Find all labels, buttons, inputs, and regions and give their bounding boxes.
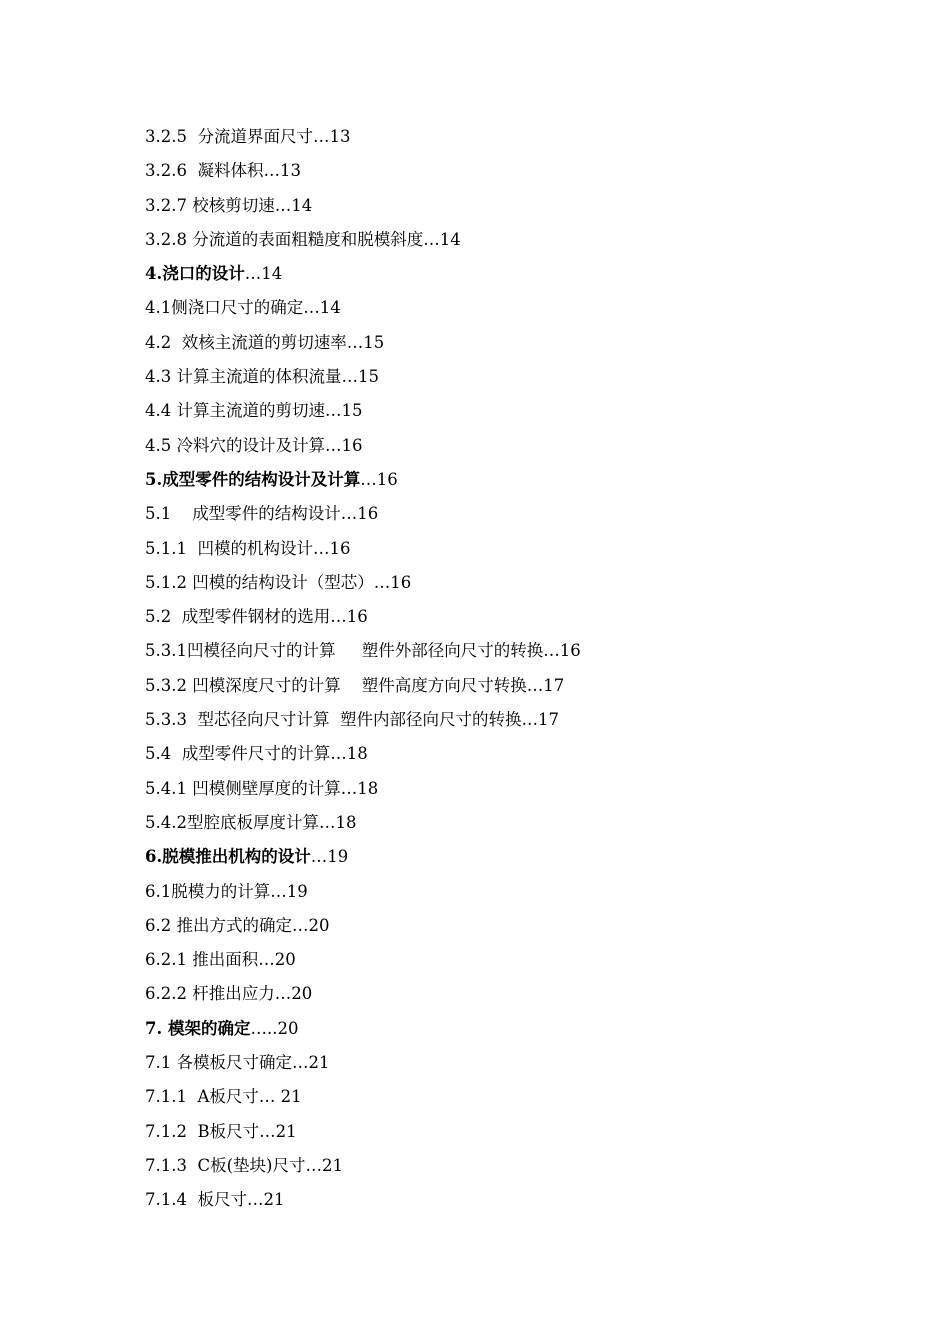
toc-entry-title: 3.2.7 校核剪切速 [145, 195, 275, 215]
toc-entry-title: 7. 模架的确定 [145, 1018, 251, 1038]
toc-leader-dots: … [263, 161, 280, 181]
toc-page-number: 21 [275, 1087, 302, 1107]
toc-entry[interactable] [145, 193, 825, 227]
toc-page-number: 14 [319, 298, 341, 318]
toc-page-number: 16 [376, 469, 398, 489]
toc-leader-dots: … [259, 1121, 276, 1141]
toc-page-number: 14 [291, 195, 313, 215]
toc-entry-title: 4.4 计算主流道的剪切速 [145, 401, 325, 421]
toc-entry-title: 3.2.5 分流道界面尺寸 [145, 127, 313, 146]
toc-entry[interactable] [145, 741, 825, 775]
toc-entry[interactable] [145, 1119, 825, 1153]
toc-page-number: 18 [357, 778, 379, 798]
toc-entry[interactable] [145, 536, 825, 570]
toc-leader-dots: … [274, 195, 292, 215]
toc-page-number: 21 [308, 1053, 330, 1073]
toc-page-number: 21 [263, 1190, 285, 1210]
toc-entry[interactable] [145, 981, 825, 1015]
toc-entry-title: 6.2.2 杆推出应力 [145, 984, 275, 1004]
toc-leader-dots: … [312, 127, 330, 146]
toc-leader-dots: … [274, 984, 292, 1004]
toc-entry-title: 4.5 冷料穴的设计及计算 [145, 435, 325, 455]
toc-leader-dots: … [341, 367, 358, 387]
toc-page-number: 16 [390, 572, 412, 592]
toc-leader-dots: … [292, 915, 309, 935]
toc-leader-dots: … [292, 1053, 309, 1073]
toc-entry[interactable] [145, 1050, 825, 1084]
toc-leader-dots: … [360, 469, 377, 489]
toc-page-number: 14 [439, 229, 461, 249]
toc-entry-title: 6.1脱模力的计算 [145, 881, 271, 901]
toc-page-number: 13 [279, 161, 301, 181]
table-of-contents [145, 124, 825, 1222]
toc-entry-title: 7.1.3 C板(垫块)尺寸 [145, 1155, 306, 1175]
toc-entry[interactable] [145, 1084, 825, 1118]
toc-entry[interactable] [145, 879, 825, 913]
toc-page-number: 19 [286, 881, 308, 901]
toc-entry[interactable] [145, 1153, 825, 1187]
toc-entry[interactable] [145, 124, 825, 158]
toc-page-number: 19 [327, 847, 349, 867]
toc-leader-dots: … [543, 641, 560, 661]
toc-entry[interactable] [145, 570, 825, 604]
toc-entry[interactable] [145, 158, 825, 192]
toc-entry-title: 3.2.8 分流道的表面粗糙度和脱模斜度 [145, 229, 424, 249]
toc-leader-dots: … [312, 538, 330, 558]
toc-page-number: 17 [537, 710, 559, 730]
toc-leader-dots: … [258, 1087, 276, 1107]
toc-leader-dots: … [310, 847, 328, 867]
toc-entry[interactable] [145, 467, 825, 501]
toc-page-number: 16 [329, 538, 351, 558]
toc-leader-dots: … [330, 607, 347, 627]
toc-leader-dots: … [526, 675, 544, 695]
toc-page-number: 16 [559, 641, 581, 661]
toc-entry[interactable] [145, 227, 825, 261]
toc-entry-title: 4.1侧浇口尺寸的确定 [145, 298, 304, 318]
toc-entry-title: 5.4.2型腔底板厚度计算 [145, 812, 319, 832]
toc-entry-title: 5.成型零件的结构设计及计算 [145, 469, 361, 489]
toc-page-number: 16 [346, 607, 368, 627]
toc-leader-dots: … [330, 744, 347, 764]
toc-entry[interactable] [145, 844, 825, 878]
toc-entry[interactable] [145, 638, 825, 672]
toc-leader-dots: … [340, 778, 358, 798]
toc-entry-title: 5.3.1凹模径向尺寸的计算 塑件外部径向尺寸的转换 [145, 641, 544, 661]
toc-page-number: 16 [357, 504, 379, 524]
toc-entry-title: 7.1 各模板尺寸确定 [145, 1053, 292, 1073]
toc-leader-dots: … [305, 1155, 322, 1175]
toc-entry[interactable] [145, 501, 825, 535]
toc-leader-dots: … [246, 1190, 264, 1210]
toc-leader-dots: … [423, 229, 440, 249]
toc-page-number: 14 [261, 264, 283, 284]
toc-entry[interactable] [145, 330, 825, 364]
toc-leader-dots: … [270, 881, 287, 901]
toc-entry[interactable] [145, 810, 825, 844]
toc-entry-title: 4.3 计算主流道的体积流量 [145, 367, 342, 387]
toc-leader-dots: … [346, 332, 364, 352]
toc-entry-title: 4.2 效核主流道的剪切速率 [145, 332, 347, 352]
toc-page-number: 16 [341, 435, 363, 455]
toc-entry[interactable] [145, 364, 825, 398]
toc-leader-dots: … [244, 264, 262, 284]
toc-page-number: 20 [291, 984, 313, 1004]
toc-entry[interactable] [145, 776, 825, 810]
toc-entry[interactable] [145, 913, 825, 947]
toc-page-number: 21 [275, 1121, 297, 1141]
toc-leader-dots: … [250, 1018, 267, 1038]
toc-page-number: 17 [543, 675, 565, 695]
toc-entry[interactable] [145, 707, 825, 741]
toc-page-number: 18 [335, 812, 357, 832]
toc-entry-title: 5.3.3 型芯径向尺寸计算 塑件内部径向尺寸的转换 [145, 710, 522, 730]
toc-entry-title: 6.脱模推出机构的设计 [145, 847, 311, 867]
toc-leader-dots: … [318, 812, 336, 832]
toc-leader-dots: … [258, 950, 275, 970]
toc-page-number: 20 [308, 915, 330, 935]
toc-entry-title: 5.4 成型零件尺寸的计算 [145, 744, 331, 764]
toc-entry-title: 5.2 成型零件钢材的选用 [145, 607, 331, 627]
toc-leader-dots: … [325, 401, 342, 421]
toc-entry-title: 5.1.1 凹模的机构设计 [145, 538, 313, 558]
toc-entry-title: 6.2 推出方式的确定 [145, 915, 292, 935]
toc-entry[interactable] [145, 947, 825, 981]
toc-entry-title: 5.4.1 凹模侧壁厚度的计算 [145, 778, 341, 798]
toc-page-number: 20 [274, 950, 296, 970]
toc-entry-title: 4.浇口的设计 [145, 264, 245, 284]
toc-page-number: 13 [329, 127, 351, 146]
toc-page-number: 15 [341, 401, 363, 421]
toc-entry-title: 7.1.2 B板尺寸 [145, 1121, 260, 1141]
toc-entry-title: 5.3.2 凹模深度尺寸的计算 塑件高度方向尺寸转换 [145, 675, 527, 695]
toc-entry[interactable] [145, 1016, 825, 1050]
toc-leader-dots: … [521, 710, 538, 730]
toc-leader-dots: … [373, 572, 391, 592]
toc-entry[interactable] [145, 433, 825, 467]
toc-entry-title: 7.1.1 A板尺寸 [145, 1087, 259, 1107]
toc-entry[interactable] [145, 604, 825, 638]
toc-page-number: ..20 [266, 1018, 299, 1038]
toc-entry[interactable] [145, 398, 825, 432]
toc-entry-title: 5.1 成型零件的结构设计 [145, 504, 341, 524]
toc-entry[interactable] [145, 261, 825, 295]
toc-entry[interactable] [145, 673, 825, 707]
toc-entry-title: 5.1.2 凹模的结构设计（型芯） [145, 572, 374, 592]
toc-page-number: 18 [346, 744, 368, 764]
toc-entry-title: 7.1.4 板尺寸 [145, 1190, 247, 1210]
toc-entry[interactable] [145, 1187, 825, 1221]
toc-entry[interactable] [145, 295, 825, 329]
toc-page-number: 15 [363, 332, 385, 352]
toc-page-number: 21 [321, 1155, 343, 1175]
toc-page-number: 15 [358, 367, 379, 387]
toc-leader-dots: … [303, 298, 320, 318]
toc-leader-dots: … [325, 435, 342, 455]
toc-leader-dots: … [340, 504, 358, 524]
toc-entry-title: 3.2.6 凝料体积 [145, 161, 264, 181]
toc-entry-title: 6.2.1 推出面积 [145, 950, 259, 970]
